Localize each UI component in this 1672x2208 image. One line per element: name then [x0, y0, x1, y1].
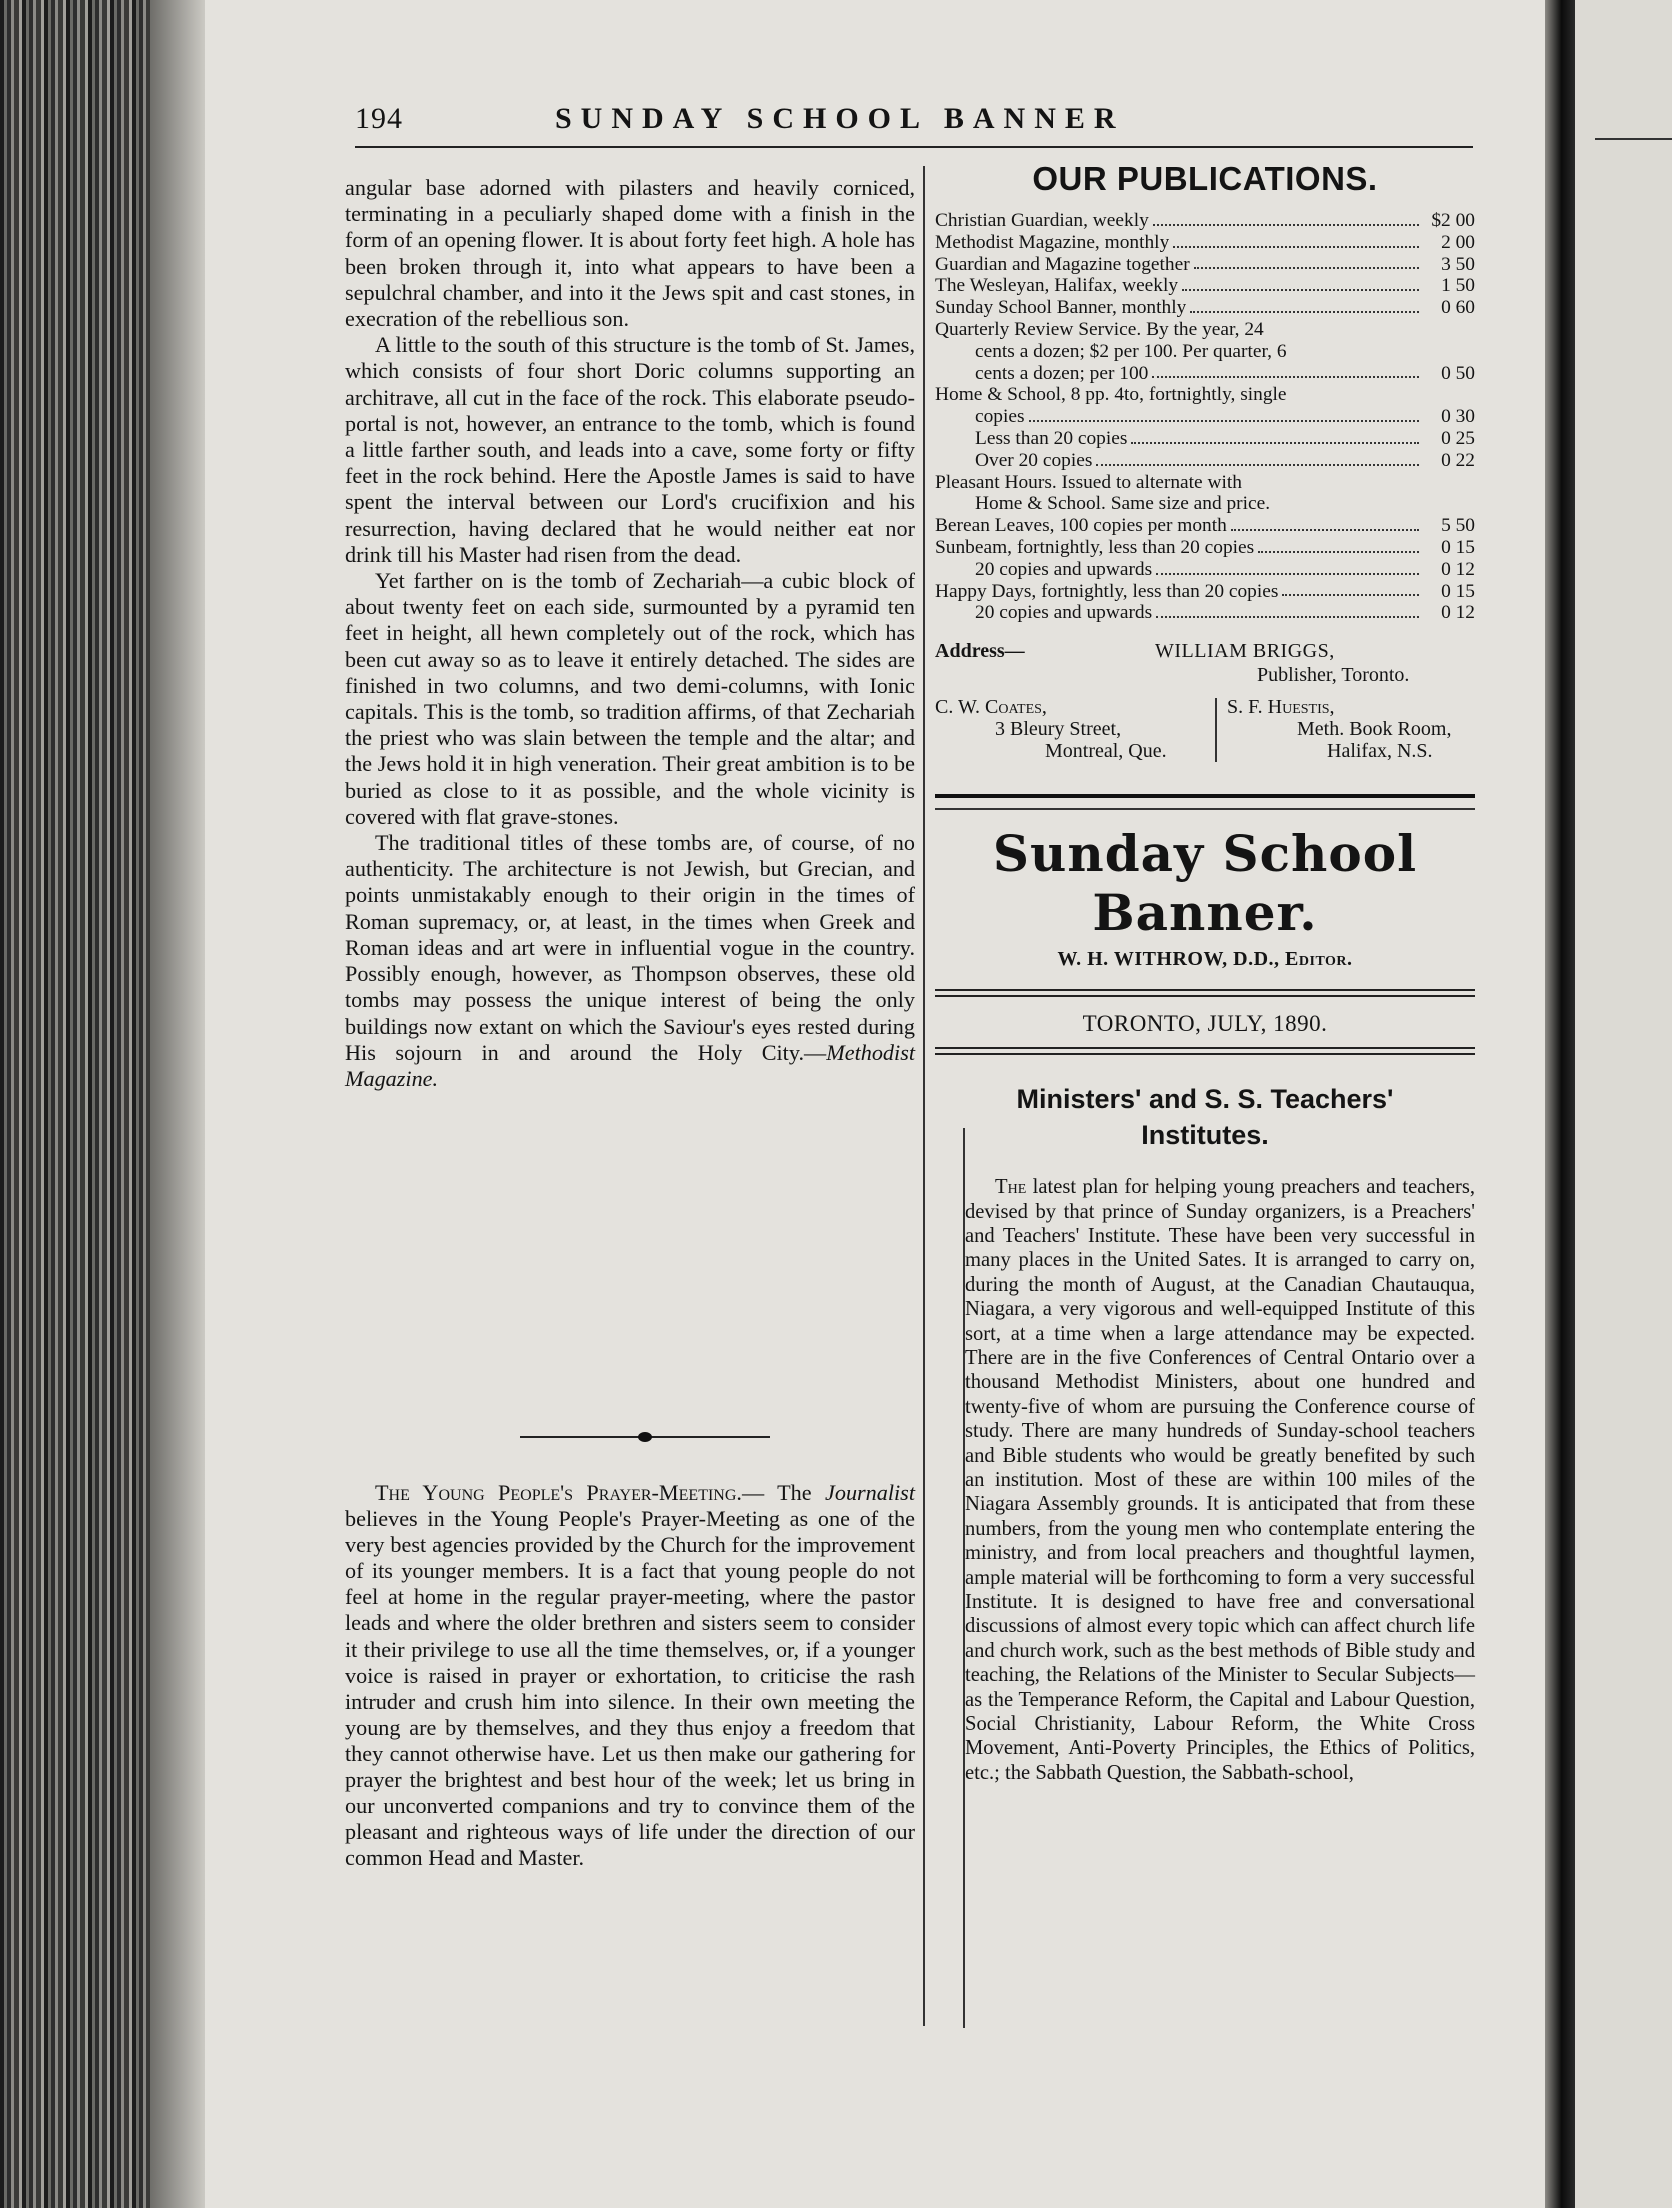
publication-row — [935, 602, 1475, 624]
article-title — [935, 1081, 1475, 1153]
running-title: SUNDAY SCHOOL BANNER — [555, 102, 1125, 135]
publication-name: cents a dozen; per 100 — [975, 362, 1149, 384]
publication-price: 0 22 — [1441, 449, 1475, 471]
page-shadow — [150, 0, 210, 2208]
publication-name: Sunday School Banner, monthly — [935, 297, 1187, 319]
halifax-agent — [1227, 696, 1477, 762]
source-citation: Methodist Magazine. — [345, 1039, 915, 1091]
editor-role: Editor. — [1285, 948, 1353, 971]
book-gutter — [1545, 0, 1575, 2208]
journalist-name: Journalist — [825, 1480, 915, 1505]
address-label: Address— — [935, 640, 1025, 663]
publication-row — [935, 515, 1475, 537]
publication-row — [935, 210, 1475, 232]
dateline-bottom-rule — [935, 1047, 1475, 1055]
dot-leader — [1131, 442, 1419, 444]
publication-name: 20 copies and upwards — [975, 602, 1153, 624]
prayer-meeting-article — [345, 1480, 915, 1871]
page-number: 194 — [355, 102, 403, 135]
dot-leader — [1258, 551, 1419, 553]
publications-heading: OUR PUBLICATIONS. — [1032, 160, 1378, 197]
agent-name: C. W. Coates, — [935, 696, 1047, 719]
publication-row — [935, 232, 1475, 254]
ornament-dot — [638, 1432, 652, 1442]
publication-price: 0 12 — [1441, 602, 1475, 624]
publication-price: $2 00 — [1431, 210, 1475, 231]
header-rule — [355, 146, 1473, 148]
montreal-agent — [935, 696, 1205, 762]
dot-leader — [1194, 267, 1419, 269]
publication-name: The Wesleyan, Halifax, weekly — [935, 275, 1179, 297]
left-column — [345, 175, 915, 1092]
publication-price: 0 30 — [1441, 406, 1475, 428]
dateline-top-rule — [935, 989, 1475, 997]
publications-list — [935, 210, 1475, 624]
publication-row — [935, 275, 1475, 297]
publication-price: 0 50 — [1441, 362, 1475, 384]
dot-leader — [1153, 224, 1419, 226]
dot-leader — [1156, 616, 1419, 618]
publication-name: Christian Guardian, weekly — [935, 210, 1149, 231]
prayer-text-pre: The — [777, 1480, 825, 1505]
publisher-name: WILLIAM BRIGGS, — [1155, 640, 1335, 663]
dot-leader — [1156, 573, 1419, 575]
column-divider — [923, 166, 925, 2026]
publisher-role: Publisher, Toronto. — [1257, 664, 1410, 687]
section-ornament — [520, 1432, 770, 1442]
dot-leader — [1173, 246, 1419, 248]
publication-row — [935, 363, 1475, 385]
prayer-meeting-paragraph — [345, 1480, 915, 1871]
publication-price: 5 50 — [1441, 515, 1475, 537]
article-side-rule — [963, 1128, 965, 2028]
publication-name: 20 copies and upwards — [975, 558, 1153, 580]
paragraph-2: A little to the south of this structure is the tomb of St. James, which consists of four short Doric columns supporting an architrave, all cut in the face of the rock. This elaborate pseudo-portal is not, however, an entrance to the tomb, which is found a little farther south, and leads into a cave, some forty or fifty feet in the rock behind. Here the Apostle James is said to have spent the interval between our Lord's crucifixion and his resurrection, having declared that he would neither eat nor drink till his Master had risen from the dead. — [345, 332, 915, 567]
paragraph-1: angular base adorned with pilasters and heavily corniced, terminating in a peculiarly shaped dome with a finish in the form of an opening flower. It is about forty feet high. A hole has been broken through it, into what appears to have been a sepulchral chamber, and into it the Jews spit and cast stones, in execration of the rebellious son. — [345, 175, 915, 332]
publication-price: 0 15 — [1441, 536, 1475, 558]
paragraph-3: Yet farther on is the tomb of Zechariah—a cubic block of about twenty feet on each side, surmounted by a pyramid ten feet in height, all hewn completely out of the rock, which has been cut away so as to leave it entirely detached. The sides are finished in two columns, and two demi-columns, with Ionic capitals. This is the tomb, so tradition affirms, of that Zechariah the priest who was slain between the temple and the altar; and the Jews hold it in high veneration. Their great ambition is to be buried as close to it as possible, and the whole vicinity is covered with flat grave-stones. — [345, 568, 915, 829]
publication-price: 0 15 — [1441, 580, 1475, 602]
dot-leader — [1152, 376, 1419, 378]
publication-name: Happy Days, fortnightly, less than 20 copies — [935, 580, 1279, 602]
book-spine-edge — [0, 0, 175, 2208]
article-lead-word: The — [995, 1176, 1027, 1199]
adjacent-page-rule — [1595, 138, 1672, 140]
agent-street: 3 Bleury Street, — [995, 718, 1122, 741]
article-body — [935, 1175, 1475, 1785]
publication-name: Guardian and Magazine together — [935, 253, 1190, 275]
publication-row — [935, 406, 1475, 428]
publication-description: Home & School, 8 pp. 4to, fortnightly, single — [935, 384, 1287, 406]
article-title-line-1: Ministers' and S. S. Teachers' — [1016, 1084, 1394, 1115]
publication-row — [935, 254, 1475, 276]
publication-price: 0 25 — [1441, 427, 1475, 449]
prayer-text-body: believes in the Young People's Prayer-Meeting as one of the very best agencies provided by the Church for the improvement of its younger members. It is a fact that young people do not feel at home in the regular prayer-meeting, where the pastor leads and where the older brethren and sisters seem to consider it their privilege to use all the time themselves, or, if a younger voice is raised in prayer or exhortation, to criticise the rash intruder and crush him into silence. In their own meeting the young are by themselves, and they thus enjoy a freedom that they cannot otherwise have. Let us then make our gathering for prayer the brightest and best hour of the week; let us bring in our unconverted companions and try to convince them of the pleasant and righteous ways of life under the direction of our common Head and Master. — [345, 1506, 915, 1871]
article-title-line-2: Institutes. — [1141, 1120, 1269, 1151]
agent-name: S. F. Huestis, — [1227, 696, 1335, 719]
publication-description: Pleasant Hours. Issued to alternate with — [935, 471, 1242, 493]
publication-price: 3 50 — [1441, 253, 1475, 275]
publication-row — [935, 581, 1475, 603]
masthead-title: Sunday School Banner. — [992, 824, 1418, 943]
paragraph-4 — [345, 830, 915, 1092]
dateline: TORONTO, JULY, 1890. — [1082, 1011, 1328, 1037]
right-column — [935, 160, 1475, 1785]
article-text: latest plan for helping young preachers and teachers, devised by that prince of Sunday organizers, is a Preachers' and Teachers' Institute. These have been very successful in many places in the United Sates. It is arranged to carry on, during the month of August, at the Canadian Chautauqua, Niagara, a very vigorous and well-equipped Institute of this sort, at a time when a large attendance may be expected. There are in the five Conferences of Central Ontario over a thousand Methodist Ministers, about one hundred and twenty-five of whom are pursuing the Conference course of study. There are many hundreds of Sunday-school teachers and Bible students who would be greatly benefited by such an institution. Most of these are within 100 miles of the Niagara Assembly grounds. It is anticipated that from these numbers, from the young men who contemplate entering the ministry, and from local preachers and thoughtful laymen, ample material will be forthcoming to form a very successful Institute. It is designed to have free and conversational discussions of almost every topic which can affect church life and church work, such as the best methods of Bible study and teaching, the Relations of the Minister to Secular Subjects—as the Temperance Reform, the Capital and Labour Question, Social Christianity, Labour Reform, the White Cross Movement, Anti-Poverty Principles, the Ethics of Politics, etc.; the Sabbath Question, the Sabbath-school, — [965, 1176, 1475, 1784]
agent-city: Halifax, N.S. — [1327, 740, 1433, 763]
publication-price: 0 60 — [1441, 297, 1475, 319]
prayer-meeting-heading: The Young People's Prayer-Meeting.— — [375, 1480, 765, 1505]
dot-leader — [1182, 289, 1419, 291]
running-header — [355, 102, 1475, 146]
masthead-top-rule — [935, 794, 1475, 810]
publication-price: 2 00 — [1441, 231, 1475, 253]
dot-leader — [1190, 311, 1419, 313]
publication-name: Methodist Magazine, monthly — [935, 231, 1170, 253]
article-paragraph — [965, 1175, 1475, 1785]
adjacent-page-edge — [1575, 0, 1672, 2208]
address-block — [935, 638, 1475, 788]
publication-row — [935, 428, 1475, 450]
publication-price: 1 50 — [1441, 275, 1475, 297]
publication-name: Less than 20 copies — [975, 427, 1128, 449]
dot-leader — [1096, 464, 1419, 466]
editor-name: W. H. WITHROW, D.D., — [1057, 948, 1286, 971]
publication-name: copies — [975, 406, 1025, 428]
address-separator — [1215, 698, 1217, 762]
dot-leader — [1029, 420, 1419, 422]
publication-name: Over 20 copies — [975, 449, 1093, 471]
paragraph-4-text: The traditional titles of these tombs are, of course, of no authenticity. The architecture is not Jewish, but Grecian, and points unmistakably enough to their origin in the times of Roman supremacy, or, at least, in the times when Greek and Roman ideas and art were in influential vogue in the country. Possibly enough, however, as Thompson observes, these old tombs may possess the unique interest of being the only buildings now extant on which the Saviour's eyes rested during His sojourn in and around the Holy City.— — [345, 830, 915, 1065]
publication-row — [935, 559, 1475, 581]
publication-name: Sunbeam, fortnightly, less than 20 copies — [935, 536, 1255, 558]
publication-row — [935, 537, 1475, 559]
publication-description: Quarterly Review Service. By the year, 24 — [935, 318, 1264, 340]
publication-row — [935, 297, 1475, 319]
publication-name: Berean Leaves, 100 copies per month — [935, 515, 1227, 537]
dot-leader — [1231, 529, 1419, 531]
publication-description: Home & School. Same size and price. — [975, 493, 1271, 515]
publication-description: cents a dozen; $2 per 100. Per quarter, 6 — [975, 340, 1287, 362]
publication-price: 0 12 — [1441, 558, 1475, 580]
publication-row — [935, 450, 1475, 472]
dot-leader — [1282, 594, 1419, 596]
agent-city: Montreal, Que. — [1045, 740, 1167, 763]
agent-street: Meth. Book Room, — [1297, 718, 1452, 741]
editor-line — [935, 948, 1475, 971]
